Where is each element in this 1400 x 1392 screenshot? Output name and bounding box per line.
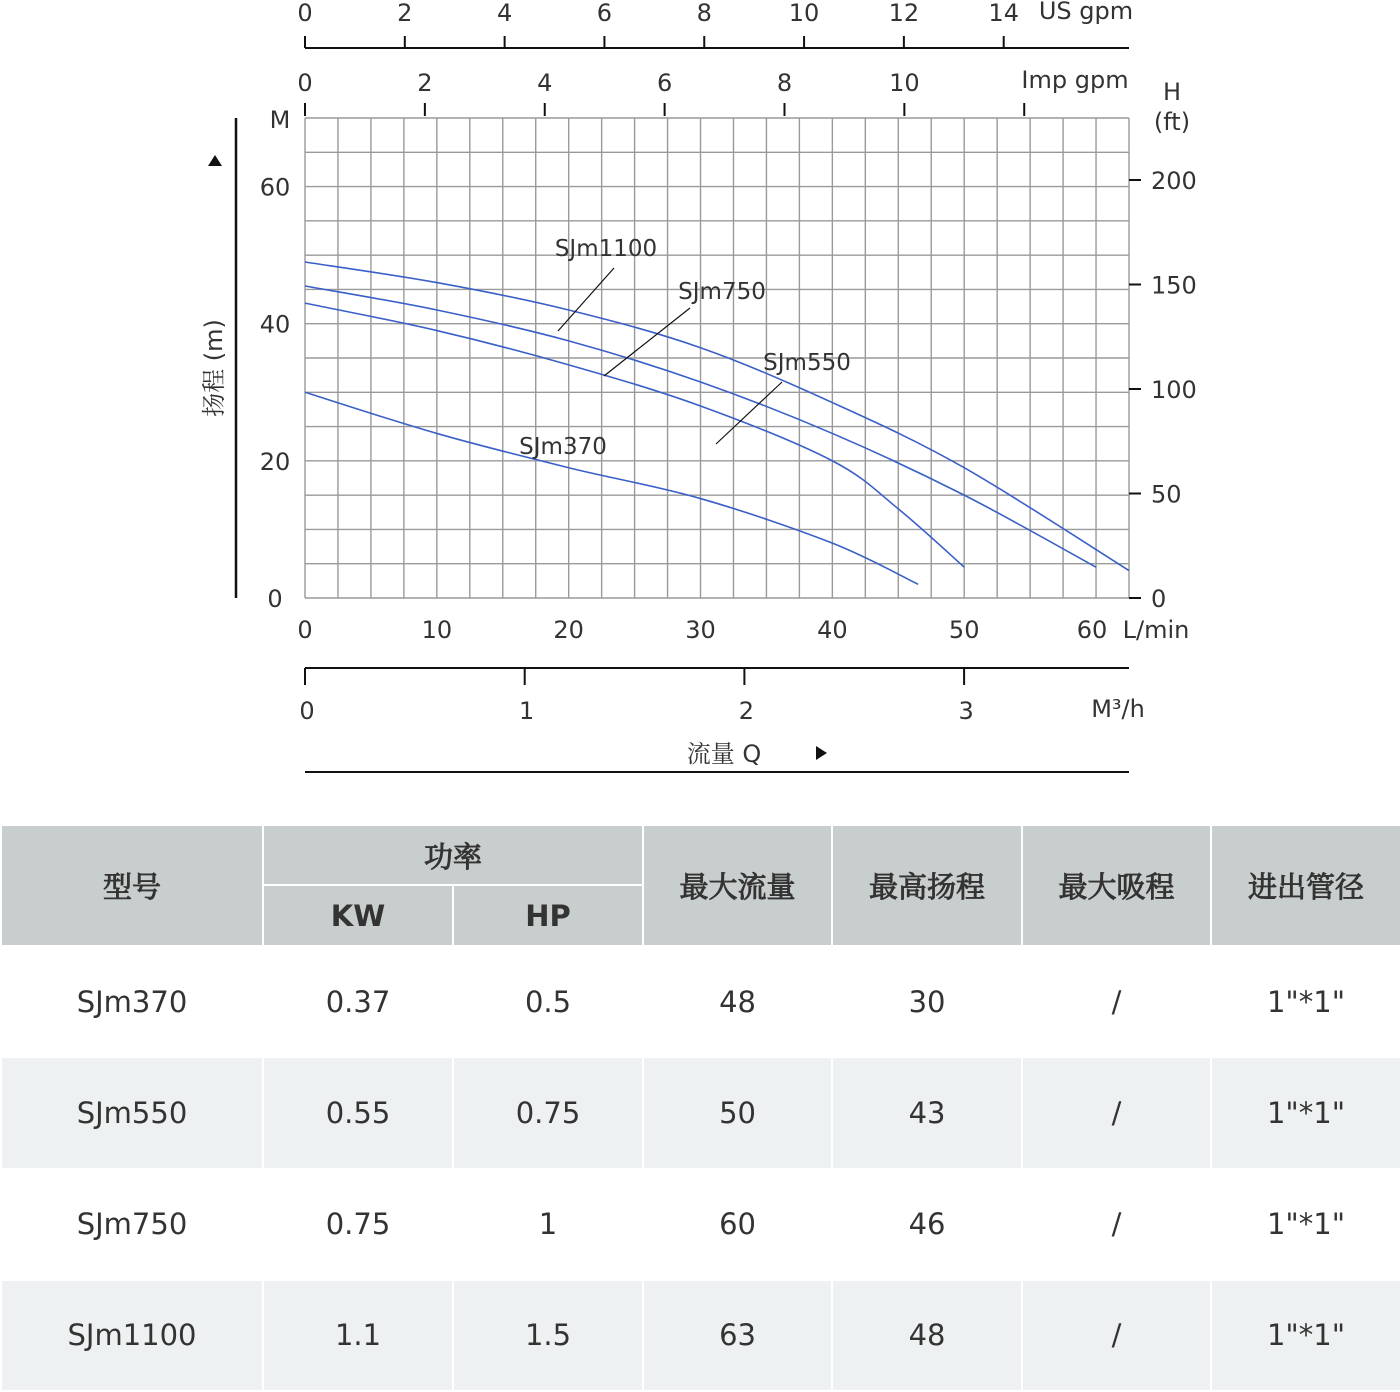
x-tick-label-usgpm: 10: [788, 0, 820, 27]
cell-max-suction: /: [1022, 1280, 1211, 1391]
x-tick-label-lmin: 20: [553, 616, 584, 644]
cell-max-head: 30: [832, 946, 1022, 1057]
x-tick-label-impgpm: 10: [889, 69, 920, 97]
chart-grid: [305, 118, 1129, 598]
chart-ticks: [260, 0, 1197, 725]
cell-model: SJm370: [1, 946, 263, 1057]
cell-max-suction: /: [1022, 946, 1211, 1057]
x-tick-label-m3h: 3: [958, 697, 974, 725]
chart-curves: [305, 262, 1129, 584]
x-tick-label-impgpm: 6: [656, 69, 673, 97]
y-unit-right-ft: (ft): [1153, 108, 1191, 136]
x-tick-label-impgpm: 0: [297, 69, 313, 97]
cell-hp: 1.5: [453, 1280, 643, 1391]
table-row: [1, 1169, 1400, 1280]
cell-model: SJm550: [1, 1057, 263, 1168]
y-tick-label-ft: 150: [1151, 271, 1197, 300]
cell-max-head: 46: [832, 1169, 1022, 1280]
curve-label-sjm750: SJm750: [678, 279, 766, 305]
cell-kw: 0.75: [263, 1169, 453, 1280]
x-tick-label-lmin: 30: [685, 616, 716, 644]
table-row: [1, 946, 1400, 1057]
cell-max-flow: 50: [643, 1057, 832, 1168]
y-unit-left: M: [269, 106, 291, 134]
cell-hp: 1: [453, 1169, 643, 1280]
x-m3h-unit: M³/h: [1091, 695, 1145, 723]
cell-kw: 0.55: [263, 1057, 453, 1168]
cell-pipe: 1"*1": [1211, 1057, 1400, 1168]
header-kw: KW: [263, 885, 453, 946]
header-max-flow: 最大流量: [643, 825, 832, 946]
x-axis-title: 流量 Q: [686, 740, 762, 768]
x-tick-label-usgpm: 2: [397, 0, 413, 27]
cell-max-head: 43: [832, 1057, 1022, 1168]
x-tick-label-usgpm: 4: [496, 0, 513, 27]
y-axis-arrow-icon: [208, 155, 222, 166]
y-tick-label-m: 20: [259, 447, 291, 476]
y-tick-label-ft: 0: [1151, 585, 1167, 613]
cell-max-suction: /: [1022, 1057, 1211, 1168]
y-tick-label-ft: 50: [1151, 480, 1182, 509]
y-tick-label-m: 0: [267, 585, 283, 613]
x-tick-label-lmin: 10: [421, 616, 453, 644]
curve-label-sjm1100: SJm1100: [554, 236, 658, 262]
cell-model: SJm1100: [1, 1280, 263, 1391]
leader-line-sjm750: [604, 308, 690, 376]
x-impgpm-unit: Imp gpm: [1021, 66, 1129, 94]
x-tick-label-usgpm: 14: [988, 0, 1019, 27]
x-tick-label-impgpm: 4: [537, 69, 553, 97]
header-max-suction: 最大吸程: [1022, 825, 1211, 946]
x-usgpm-unit: US gpm: [1038, 0, 1134, 25]
table-row: [1, 1057, 1400, 1168]
x-tick-label-lmin: 0: [297, 616, 313, 644]
cell-pipe: 1"*1": [1211, 1280, 1400, 1391]
x-tick-label-usgpm: 8: [696, 0, 712, 27]
y-unit-right-h: H: [1162, 78, 1182, 106]
chart-labels: [200, 0, 1190, 768]
header-model: 型号: [1, 825, 263, 946]
cell-max-flow: 48: [643, 946, 832, 1057]
cell-hp: 0.75: [453, 1057, 643, 1168]
cell-max-suction: /: [1022, 1169, 1211, 1280]
cell-pipe: 1"*1": [1211, 1169, 1400, 1280]
x-axis-arrow-icon: [816, 746, 827, 760]
table-row: [1, 1280, 1400, 1391]
x-tick-label-usgpm: 6: [596, 0, 613, 27]
y-axis-title: 扬程 (m): [200, 319, 228, 417]
curve-label-sjm370: SJm370: [519, 434, 607, 460]
chart-axes: [236, 48, 1129, 772]
y-tick-label-ft: 200: [1151, 166, 1197, 195]
x-tick-label-lmin: 40: [817, 616, 848, 644]
specs-table: [0, 824, 1400, 1392]
x-tick-label-usgpm: 12: [888, 0, 920, 27]
y-tick-label-ft: 100: [1151, 375, 1197, 404]
header-max-head: 最高扬程: [832, 825, 1022, 946]
x-tick-label-m3h: 0: [299, 697, 315, 725]
x-tick-label-lmin: 50: [948, 616, 980, 644]
cell-model: SJm750: [1, 1169, 263, 1280]
leader-line-sjm1100: [558, 268, 614, 331]
header-power: 功率: [263, 825, 643, 885]
x-tick-label-m3h: 2: [738, 697, 755, 725]
cell-pipe: 1"*1": [1211, 946, 1400, 1057]
curve-label-sjm550: SJm550: [763, 350, 851, 376]
x-tick-label-impgpm: 2: [417, 69, 433, 97]
header-pipe: 进出管径: [1211, 825, 1400, 946]
y-tick-label-m: 60: [259, 173, 291, 202]
x-lmin-unit: L/min: [1122, 616, 1190, 644]
x-tick-label-impgpm: 8: [776, 69, 793, 97]
x-tick-label-m3h: 1: [519, 697, 535, 725]
x-tick-label-usgpm: 0: [297, 0, 313, 27]
x-tick-label-lmin: 60: [1076, 616, 1108, 644]
cell-hp: 0.5: [453, 946, 643, 1057]
y-tick-label-m: 40: [259, 310, 291, 339]
curve-sjm370: [305, 392, 918, 584]
header-hp: HP: [453, 885, 643, 946]
cell-max-head: 48: [832, 1280, 1022, 1391]
cell-max-flow: 60: [643, 1169, 832, 1280]
cell-max-flow: 63: [643, 1280, 832, 1391]
cell-kw: 1.1: [263, 1280, 453, 1391]
cell-kw: 0.37: [263, 946, 453, 1057]
